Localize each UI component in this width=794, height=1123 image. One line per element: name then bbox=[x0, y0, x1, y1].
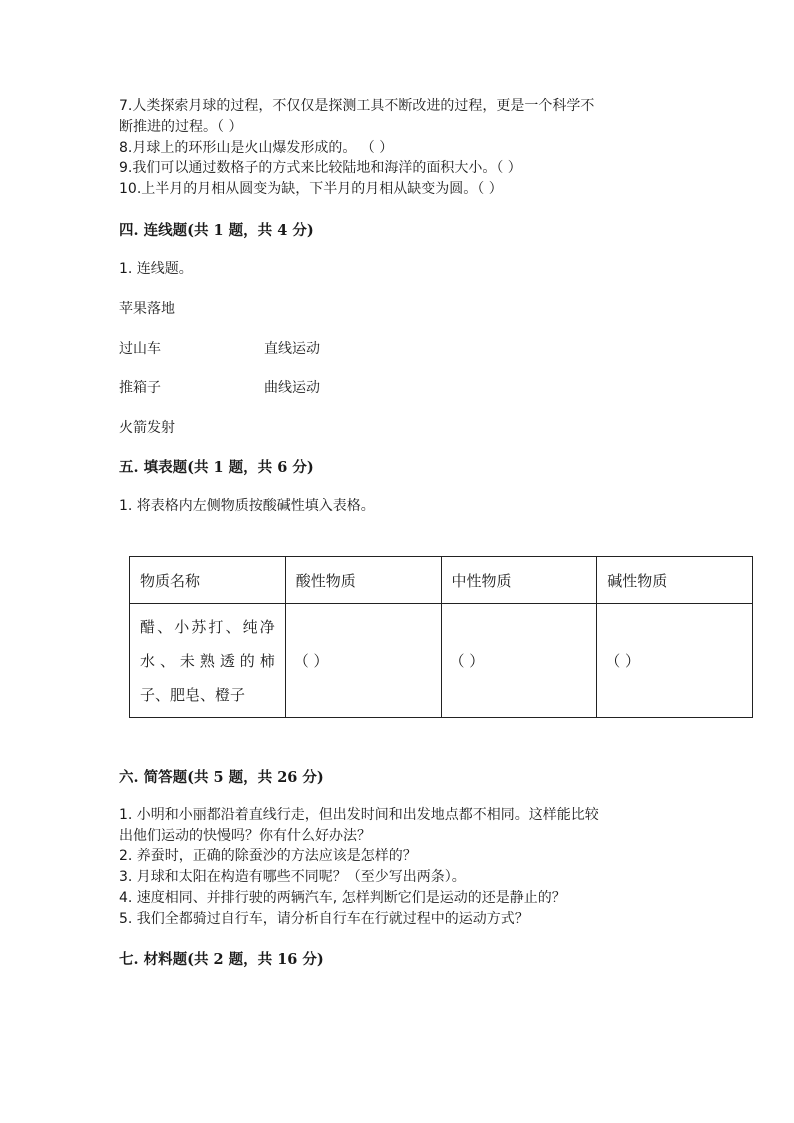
question-9: 9.我们可以通过数格子的方式来比较陆地和海洋的面积大小。（ ） bbox=[119, 160, 522, 176]
question-10: 10.上半月的月相从圆变为缺，下半月的月相从缺变为圆。（ ） bbox=[119, 181, 503, 197]
section-4-question: 1. 连线题。 bbox=[119, 261, 193, 277]
table-header-cell: 物质名称 bbox=[130, 557, 286, 604]
match-left-item: 火箭发射 bbox=[119, 420, 175, 436]
match-right-item: 曲线运动 bbox=[264, 380, 320, 396]
match-left-item: 推箱子 bbox=[119, 380, 161, 396]
section-4-heading: 四. 连线题(共 1 题，共 4 分) bbox=[119, 222, 314, 239]
short-answer-2: 2. 养蚕时，正确的除蚕沙的方法应该是怎样的？ bbox=[119, 848, 417, 864]
question-7-line-2: 断推进的过程。（ ） bbox=[119, 119, 243, 135]
short-answer-1-line-1: 1. 小明和小丽都沿着直线行走，但出发时间和出发地点都不相同。这样能比较 bbox=[119, 807, 599, 823]
acid-answer-cell[interactable]: （ ） bbox=[285, 604, 441, 718]
table-header-cell: 碱性物质 bbox=[597, 557, 753, 604]
section-7-heading: 七. 材料题(共 2 题，共 16 分) bbox=[119, 951, 324, 968]
short-answer-4: 4. 速度相同、并排行驶的两辆汽车, 怎样判断它们是运动的还是静止的？ bbox=[119, 890, 566, 906]
match-left-item: 苹果落地 bbox=[119, 301, 175, 317]
section-6-heading: 六. 简答题(共 5 题，共 26 分) bbox=[119, 769, 324, 786]
short-answer-3: 3. 月球和太阳在构造有哪些不同呢？（至少写出两条）。 bbox=[119, 869, 466, 885]
table-header-cell: 中性物质 bbox=[441, 557, 597, 604]
short-answer-5: 5. 我们全都骑过自行车，请分析自行车在行就过程中的运动方式？ bbox=[119, 911, 529, 927]
section-5-heading: 五. 填表题(共 1 题，共 6 分) bbox=[119, 459, 314, 476]
match-left-item: 过山车 bbox=[119, 341, 161, 357]
table-header-row bbox=[130, 557, 753, 604]
acid-base-table bbox=[129, 556, 753, 718]
base-answer-cell[interactable]: （ ） bbox=[597, 604, 753, 718]
table-row bbox=[130, 604, 753, 718]
substance-list-cell: 醋、小苏打、纯净水、未熟透的柿子、肥皂、橙子 bbox=[130, 604, 286, 718]
question-8: 8.月球上的环形山是火山爆发形成的。 （ ） bbox=[119, 140, 394, 156]
question-7-line-1: 7.人类探索月球的过程，不仅仅是探测工具不断改进的过程，更是一个科学不 bbox=[119, 98, 595, 114]
table-header-cell: 酸性物质 bbox=[285, 557, 441, 604]
section-5-question: 1. 将表格内左侧物质按酸碱性填入表格。 bbox=[119, 498, 375, 514]
short-answer-1-line-2: 出他们运动的快慢吗？你有什么好办法？ bbox=[119, 828, 371, 844]
match-right-item: 直线运动 bbox=[264, 341, 320, 357]
neutral-answer-cell[interactable]: （ ） bbox=[441, 604, 597, 718]
